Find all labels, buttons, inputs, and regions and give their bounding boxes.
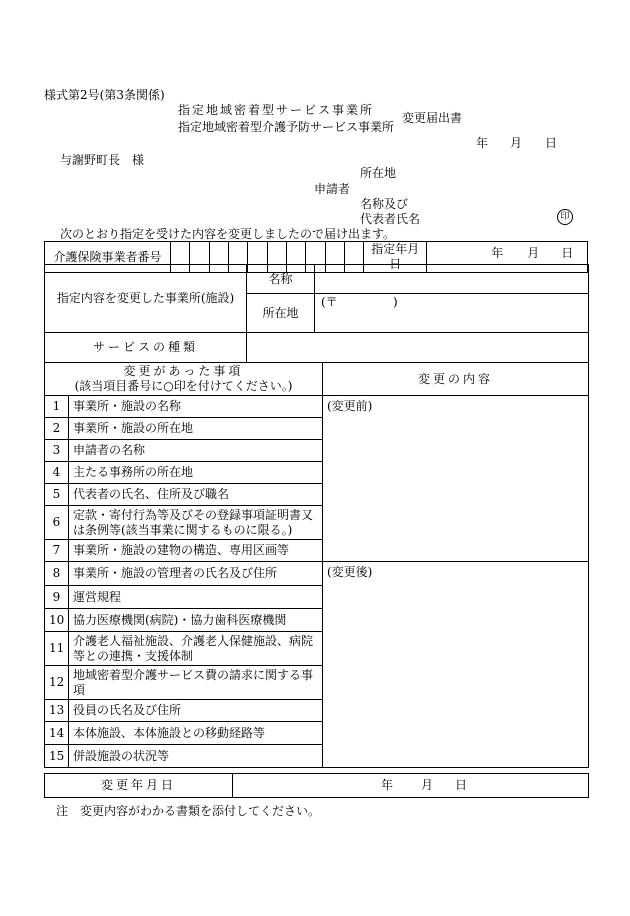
item-number[interactable]: 9 (45, 586, 69, 609)
item-text: 介護老人福祉施設、介護老人保健施設、病院等との連携・支援体制 (69, 632, 323, 666)
designation-date-day: 日 (561, 246, 574, 260)
service-type-label: サービスの種類 (45, 333, 247, 363)
addressee: 与謝野町長 様 (60, 153, 145, 167)
item-text: 事業所・施設の所在地 (69, 418, 323, 440)
item-number[interactable]: 7 (45, 540, 69, 562)
facility-address-field[interactable] (315, 294, 589, 333)
item-text: 併設施設の状況等 (69, 745, 323, 768)
facility-name-field[interactable] (315, 265, 589, 294)
change-date-field[interactable] (233, 774, 589, 798)
item-number[interactable]: 12 (45, 666, 69, 700)
intro-text: 次のとおり指定を受けた内容を変更しましたので届け出ます。 (60, 227, 396, 241)
item-number[interactable]: 6 (45, 506, 69, 540)
before-change-field[interactable] (323, 396, 589, 562)
before-change-label: (変更前) (327, 399, 373, 413)
item-number[interactable]: 15 (45, 745, 69, 768)
designation-date-month: 月 (527, 246, 540, 260)
item-text: 定款・寄付行為等及びその登録事項証明書又は条例等(該当事業に関するものに限る。) (69, 506, 323, 540)
item-text: 事業所・施設の建物の構造、専用区画等 (69, 540, 323, 562)
header-date-year: 年 (476, 136, 489, 150)
item-number[interactable]: 2 (45, 418, 69, 440)
facility-label: 指定内容を変更した事業所(施設) (45, 265, 247, 333)
designation-date-label: 指定年月日 (364, 242, 427, 273)
designation-date-year: 年 (491, 246, 504, 260)
change-content-header: 変更の内容 (323, 363, 589, 396)
facility-name-label: 名称 (247, 265, 315, 294)
item-number[interactable]: 8 (45, 562, 69, 586)
item-number[interactable]: 14 (45, 722, 69, 745)
change-date-year: 年 (381, 778, 394, 792)
applicant-address-label: 所在地 (360, 166, 397, 180)
change-date-label: 変更年月日 (45, 774, 233, 798)
item-number[interactable]: 1 (45, 396, 69, 418)
facility-table (44, 264, 589, 363)
item-number[interactable]: 5 (45, 484, 69, 506)
changes-table (44, 362, 589, 768)
item-text: 協力医療機関(病院)・協力歯科医療機関 (69, 609, 323, 632)
item-number[interactable]: 4 (45, 462, 69, 484)
facility-address-label: 所在地 (247, 294, 315, 333)
item-number[interactable]: 10 (45, 609, 69, 632)
header-date-month: 月 (510, 136, 523, 150)
changed-items-header (45, 363, 323, 396)
title-suffix: 変更届出書 (402, 111, 463, 125)
change-date-month: 月 (421, 778, 434, 792)
item-text: 運営規程 (69, 586, 323, 609)
header-date-day: 日 (545, 136, 558, 150)
footer-note: 注 変更内容がわかる書類を添付してください。 (56, 804, 321, 818)
item-text: 申請者の名称 (69, 440, 323, 462)
changed-items-header-title: 変更があった事項 (123, 364, 244, 378)
applicant-name-label-2: 代表者氏名 (360, 212, 421, 226)
item-number[interactable]: 11 (45, 632, 69, 666)
change-date-table (44, 773, 589, 798)
item-number[interactable]: 13 (45, 700, 69, 722)
item-text: 主たる事務所の所在地 (69, 462, 323, 484)
after-change-field[interactable] (323, 562, 589, 768)
changed-items-header-note: (該当項目番号に○印を付けてください。) (74, 379, 293, 393)
applicant-label: 申請者 (314, 182, 351, 196)
item-text: 地域密着型介護サービス費の請求に関する事項 (69, 666, 323, 700)
seal-mark: 印 (557, 209, 573, 225)
after-change-label: (変更後) (327, 565, 373, 579)
postal-close: ) (393, 295, 398, 309)
insurer-number-label: 介護保険事業者番号 (45, 242, 171, 273)
change-date-day: 日 (455, 778, 468, 792)
item-text: 役員の氏名及び住所 (69, 700, 323, 722)
postal-open: (〒 (321, 295, 338, 309)
form-number: 様式第2号(第3条関係) (44, 88, 165, 102)
service-type-field[interactable] (247, 333, 589, 363)
item-number[interactable]: 3 (45, 440, 69, 462)
item-text: 事業所・施設の名称 (69, 396, 323, 418)
item-text: 代表者の氏名、住所及び職名 (69, 484, 323, 506)
item-text: 事業所・施設の管理者の氏名及び住所 (69, 562, 323, 586)
title-line-2: 指定地域密着型介護予防サービス事業所 (178, 120, 395, 134)
title-line-1: 指定地域密着型サービス事業所 (178, 103, 375, 117)
applicant-name-label-1: 名称及び (360, 197, 409, 211)
item-text: 本体施設、本体施設との移動経路等 (69, 722, 323, 745)
